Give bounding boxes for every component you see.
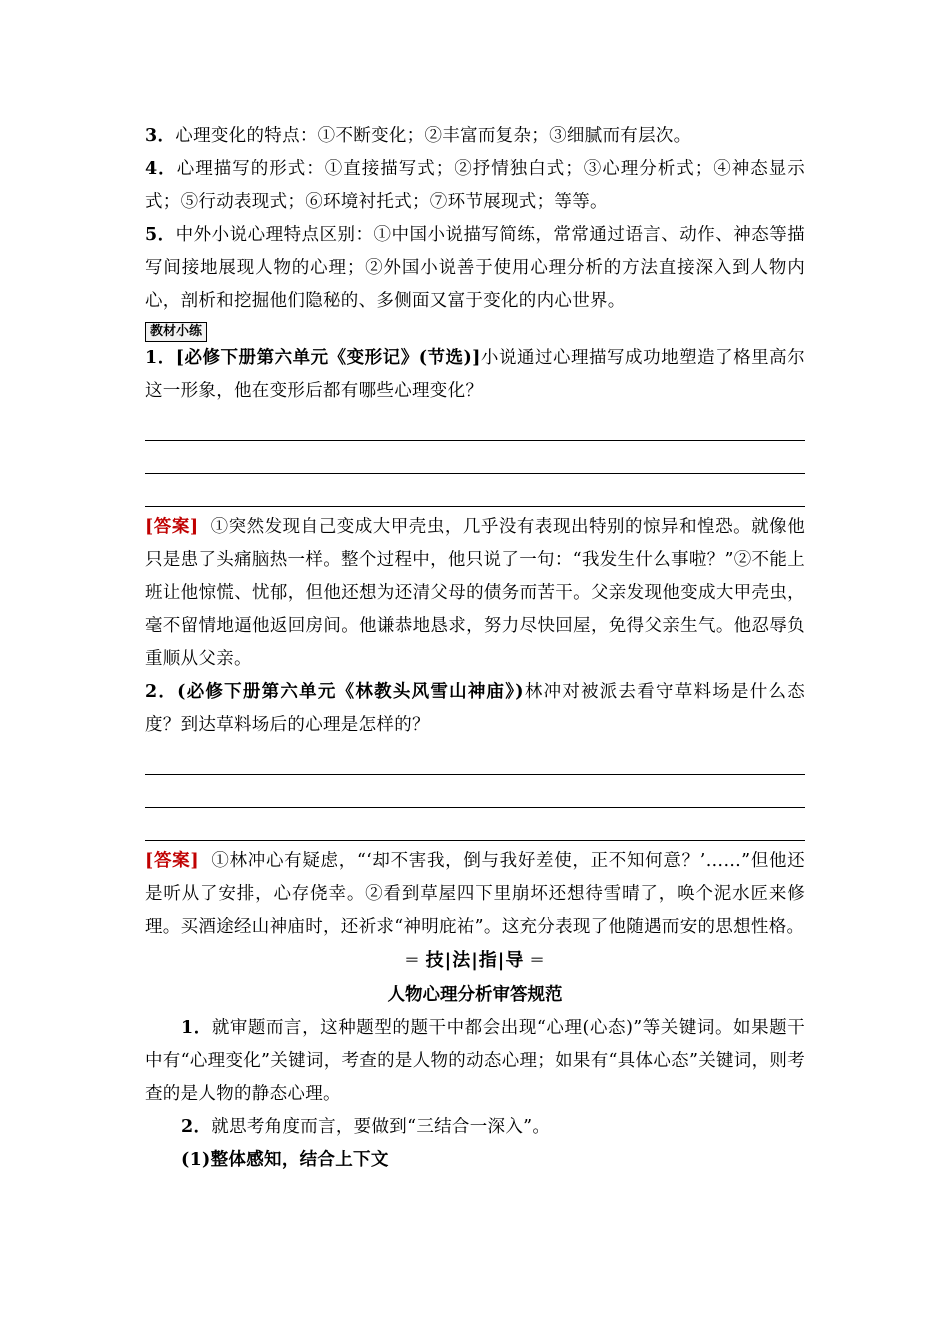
section-heading: ═ 技|法|指|导 ═ bbox=[406, 950, 544, 971]
left-decoration: ═ bbox=[406, 950, 419, 971]
point-3: 3．心理变化的特点：①不断变化；②丰富而复杂；③细腻而有层次。 bbox=[145, 126, 692, 146]
answer-2: [答案] ①林冲心有疑虑，“‘却不害我，倒与我好差使，正不知何意？’……”但他还是听从了安排，心存侥幸。②看到草屋四下里崩坏还想待雪晴了，唤个泥水匠来修理。买酒途经山神庙时，还祈求“神明庇祐”。这充分表现了他随遇而安的思想性格。 bbox=[145, 851, 805, 937]
question-2: 2．(必修下册第六单元《林教头风雪山神庙》)林冲对被派去看守草料场是什么态度？到达草料场后的心理是怎样的？ bbox=[145, 682, 806, 735]
answer-blank-line[interactable] bbox=[145, 742, 805, 775]
guide-1: 1．就审题而言，这种题型的题干中都会出现“心理(心态)”等关键词。如果题干中有“心理变化”关键词，考查的是人物的动态心理；如果有“具体心态”关键词，则考查的是人物的静态心理。 bbox=[145, 1018, 806, 1104]
point-5: 5．中外小说心理特点区别：①中国小说描写简练，常常通过语言、动作、神态等描写间接地展现人物的心理；②外国小说善于使用心理分析的方法直接深入到人物内心，剖析和挖掘他们隐秘的、多侧面又富于变化的内心世界。 bbox=[145, 225, 805, 311]
answer-blank-line[interactable] bbox=[145, 808, 805, 841]
section-subtitle: 人物心理分析审答规范 bbox=[387, 985, 563, 1005]
point-4: 4．心理描写的形式：①直接描写式；②抒情独白式；③心理分析式；④神态显示式；⑤行动表现式；⑥环境衬托式；⑦环节展现式；等等。 bbox=[145, 159, 805, 212]
practice-tag: 教材小练 bbox=[145, 322, 207, 342]
answer-blank-line[interactable] bbox=[145, 474, 805, 507]
answer-1: [答案] ①突然发现自己变成大甲壳虫，几乎没有表现出特别的惊异和惶恐。就像他只是患了头痛脑热一样。整个过程中，他只说了一句：“我发生什么事啦？”②不能上班让他惊慌、忧郁，但他还想为还清父母的债务而苦干。父亲发现他变成大甲壳虫，毫不留情地逼他返回房间。他谦恭地恳求，努力尽快回屋，免得父亲生气。他忍辱负重顺从父亲。 bbox=[145, 517, 805, 669]
answer-label: [答案] bbox=[145, 517, 199, 537]
answer-label: [答案] bbox=[145, 851, 199, 871]
answer-blank-line[interactable] bbox=[145, 775, 805, 808]
document-page bbox=[145, 120, 805, 1177]
answer-blank-line[interactable] bbox=[145, 408, 805, 441]
guide-2-1: (1)整体感知，结合上下文 bbox=[181, 1150, 389, 1170]
question-1: 1．[必修下册第六单元《变形记》(节选)]小说通过心理描写成功地塑造了格里高尔这一形象，他在变形后都有哪些心理变化？ bbox=[145, 348, 806, 401]
answer-blank-line[interactable] bbox=[145, 441, 805, 474]
right-decoration: ═ bbox=[531, 950, 544, 971]
guide-2: 2．就思考角度而言，要做到“三结合一深入”。 bbox=[181, 1117, 551, 1137]
